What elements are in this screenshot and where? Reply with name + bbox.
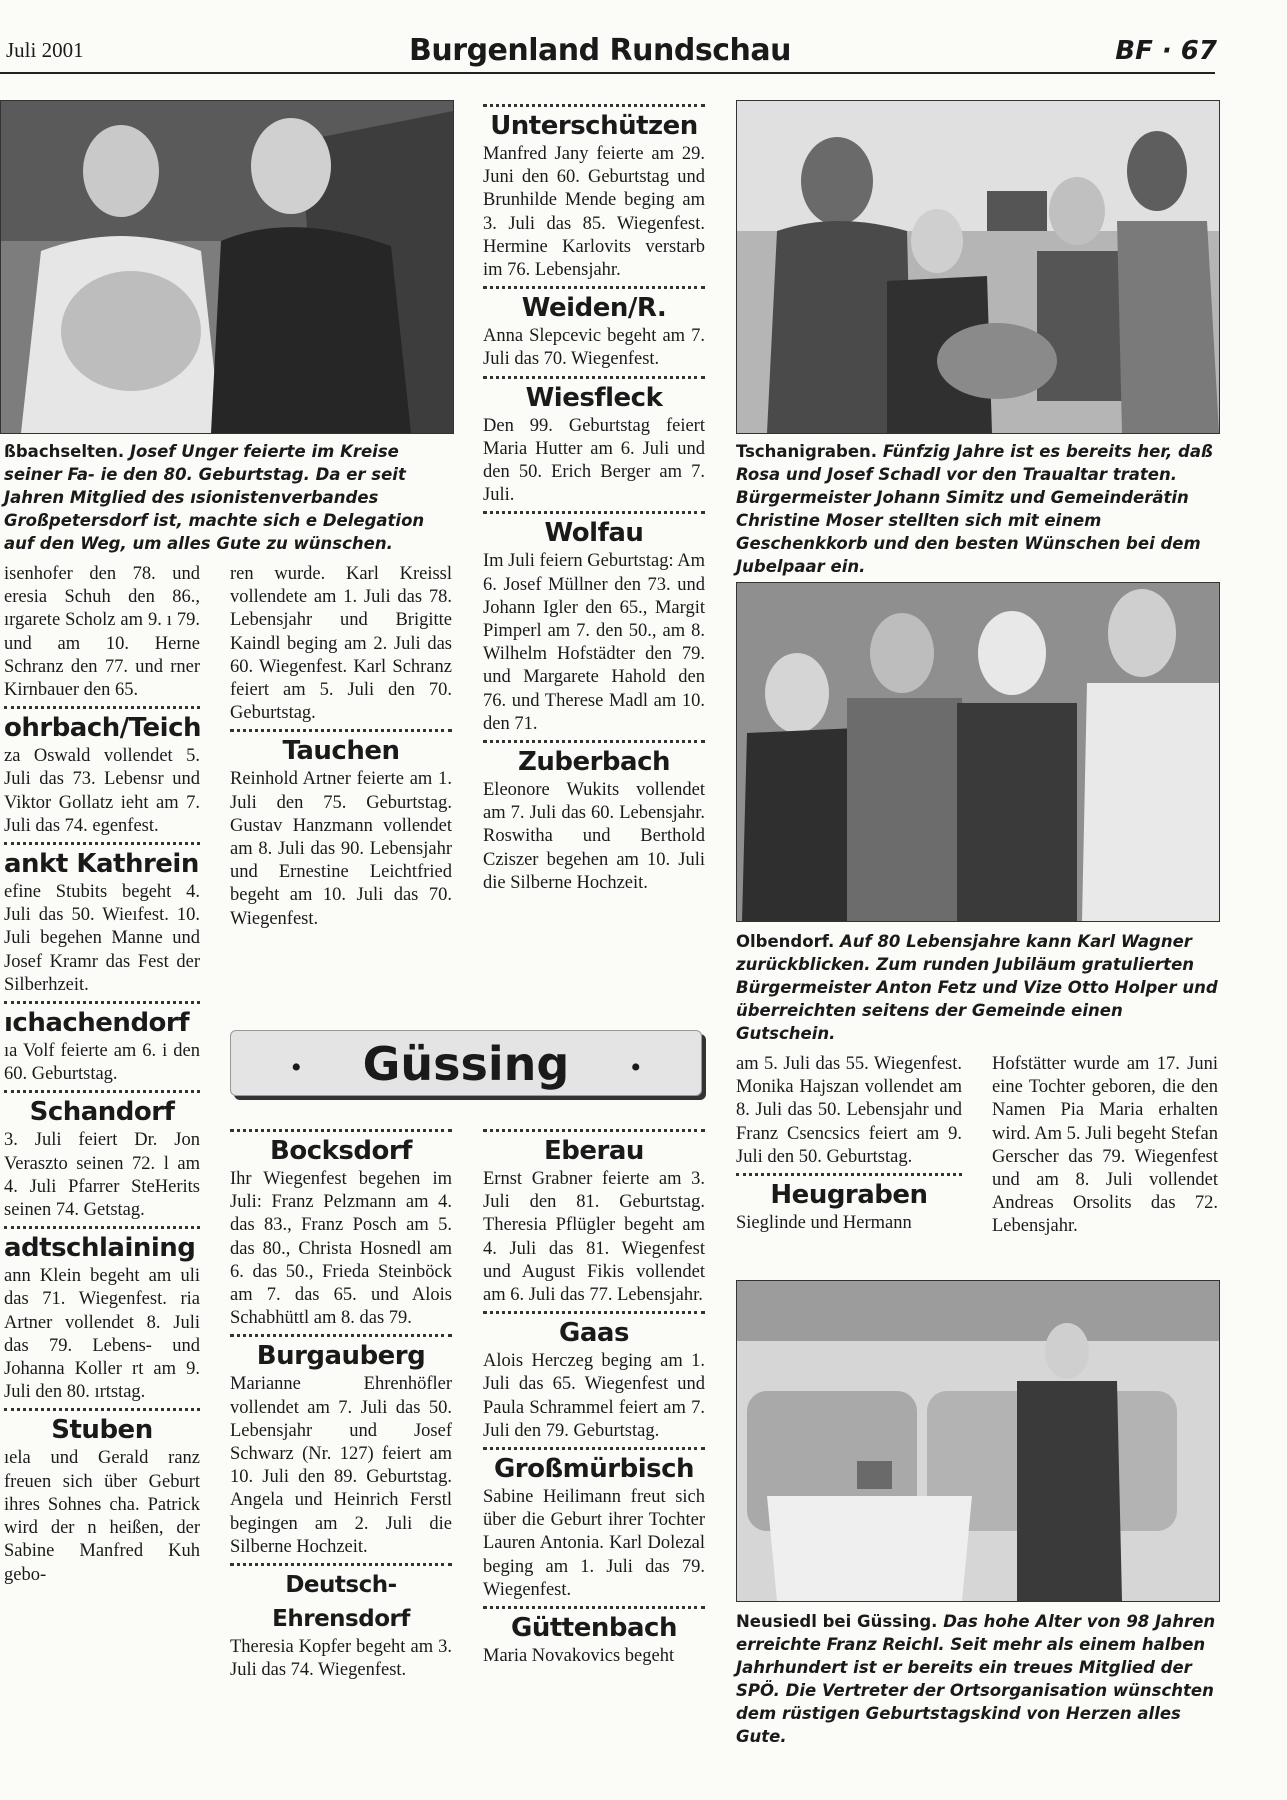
text-block: Sieglinde und Hermann — [736, 1213, 912, 1234]
banner-title: Güssing — [362, 1037, 570, 1091]
page-number: BF · 67 — [1115, 36, 1217, 66]
column-2-lower — [230, 1125, 452, 1682]
caption-neusiedl: Neusiedl bei Güssing. Das hohe Alter von 98 Jahren erreichte Franz Reichl. Seit mehr als einem halben Jahrhundert ist er bereits ein treues Mitglied der SPÖ. Die Vertreter der Ortsorganisation wünschten dem rüstigen Geburtstagskind von Herzen alles Gute. — [736, 1612, 1216, 1746]
text-block: isenhofer den 78. und eresia Schuh den 86., ırgarete Scholz am 9. ı 79. und am 10. Herne Schranz den 77. und rner Kirnbauer den 65. — [4, 564, 200, 701]
text-block: efine Stubits begeht 4. Juli das 50. Wieıfest. 10. Juli begehen Manne und Josef Kramr das Fest der Silberhzeit. — [4, 882, 200, 995]
column-2-upper — [230, 563, 452, 931]
heading-rohrbach-teich: ohrbach/Teich — [4, 713, 202, 744]
photo-neusiedl — [736, 1280, 1220, 1602]
photo-olbendorf — [736, 582, 1220, 922]
heading-gaas: Gaas — [559, 1318, 629, 1349]
column-4 — [736, 1053, 962, 1235]
text-block: 3. Juli feiert Dr. Jon Veraszto seinen 72. l am 4. Juli Pfarrer SteHerits seinen 74. Getstag. — [4, 1130, 200, 1221]
header-rule — [0, 72, 1215, 74]
text-block: Reinhold Artner feierte am 1. Juli den 75. Geburtstag. Gustav Hanzmann vollendet am 8. Juli das 90. Lebensjahr und Ernestine Leichtfried begeht am 10. Juli das 70. Wiegenfest. — [230, 769, 452, 929]
heading-weiden: Weiden/R. — [521, 293, 667, 324]
text-block: Sabine Heilimann freut sich über die Geburt ihrer Tochter Lauren Antonia. Karl Dolezal beging am 1. Juli das 79. Wiegenfest. — [483, 1487, 705, 1600]
column-5 — [992, 1053, 1218, 1239]
bullet-icon: • — [630, 1051, 641, 1084]
heading-stadtschlaining: adtschlaining — [4, 1233, 196, 1264]
bullet-icon: • — [291, 1051, 302, 1084]
text-block: Ihr Wiegenfest begehen im Juli: Franz Pelzmann am 4. das 83., Franz Posch am 5. das 80., Christa Hosnedl am 6. das 50., Frieda Steinböck am 7. das 65. und Alois Schabhüttl am 8. das 79. — [230, 1169, 452, 1329]
text-block: ren wurde. Karl Kreissl vollendete am 1. Juli das 78. Lebensjahr und Brigitte Kaindl beging am 2. Juli das 60. Wiegenfest. Karl Schranz feiert am 5. Juli den 70. Geburtstag. — [230, 564, 452, 724]
text-block: Maria Novakovics begeht — [483, 1646, 675, 1667]
column-3-upper — [483, 100, 705, 895]
text-block: Manfred Jany feierte am 29. Juni den 60. Geburtstag und Brunhilde Mende beging am 3. Juli das 85. Wiegenfest. Hermine Karlovits verstarb im 76. Lebensjahr. — [483, 144, 705, 281]
text-block: ıa Volf feierte am 6. i den 60. Geburtstag. — [4, 1041, 200, 1085]
issue-date: Juli 2001 — [6, 38, 84, 62]
text-block: Den 99. Geburtstag feiert Maria Hutter am 6. Juli und den 50. Erich Berger am 7. Juli. — [483, 415, 705, 506]
column-1 — [4, 563, 200, 1587]
heading-tauchen: Tauchen — [282, 736, 400, 767]
newspaper-title: Burgenland Rundschau — [409, 33, 791, 68]
text-block: Eleonore Wukits vollendet am 7. Juli das 60. Lebensjahr. Roswitha und Berthold Cziszer begehen am 10. Juli die Silberne Hochzeit. — [483, 780, 705, 893]
heading-bocksdorf: Bocksdorf — [270, 1136, 412, 1166]
text-block: Theresia Kopfer begeht am 3. Juli das 74. Wiegenfest. — [230, 1637, 452, 1681]
text-block: Alois Herczeg beging am 1. Juli das 65. Wiegenfest und Paula Schrammel feiert am 7. Juli den 79. Geburtstag. — [483, 1351, 705, 1441]
text-block: Marianne Ehrenhöfler vollendet am 7. Juli das 50. Lebensjahr und Josef Schwarz (Nr. 127) feiert am 10. Juli den 89. Geburtstag. Angela und Heinrich Ferstl begingen am 2. Juli die Silberne Hochzeit. — [230, 1374, 452, 1557]
column-3-lower — [483, 1125, 705, 1668]
caption-grossbachselten: ßbachselten. Josef Unger feierte im Kreise seiner Fa- ie den 80. Geburtstag. Da er seit Jahren Mitglied des ısionistenverbandes Großpetersdorf ist, machte sich e Delegation auf den Weg, um alles Gute zu wünschen. — [4, 442, 425, 553]
text-block: za Oswald vollendet 5. Juli das 73. Lebensr und Viktor Gollatz ieht am 7. Juli das 74. egenfest. — [4, 746, 200, 836]
heading-wolfau: Wolfau — [544, 518, 644, 549]
section-banner-guessing — [230, 1030, 702, 1096]
heading-sankt-kathrein: ankt Kathrein — [4, 849, 199, 880]
heading-heugraben: Heugraben — [770, 1180, 928, 1211]
text-block: Im Juli feiern Geburtstag: Am 6. Josef Müllner den 73. und Johann Igler den 65., Margit Pimperl am 7. den 50., am 8. Wilhelm Hofstädter den 79. und Margarete Hahold den 76. und Therese Madl am 10. den 71. — [483, 551, 705, 734]
heading-eberau: Eberau — [544, 1136, 644, 1166]
text-block: ann Klein begeht am uli das 71. Wiegenfest. ria Artner vollendet 8. Juli das 79. Lebens- und Johanna Koller rt am 9. Juli den 80. ırtstag. — [4, 1266, 200, 1403]
heading-schandorf: Schandorf — [29, 1097, 175, 1128]
heading-stuben: Stuben — [51, 1415, 153, 1446]
text-block: Anna Slepcevic begeht am 7. Juli das 70. Wiegenfest. — [483, 326, 705, 370]
heading-deutsch-ehrensdorf: Deutsch-Ehrensdorf — [272, 1572, 410, 1633]
heading-grossmuerbisch: Großmürbisch — [493, 1454, 695, 1485]
heading-zuberbach: Zuberbach — [517, 747, 670, 778]
caption-tschanigraben: Tschanigraben. Fünfzig Jahre ist es bereits her, daß Rosa und Josef Schadl vor den Traualtar traten. Bürgermeister Johann Simitz und Gemeinderätin Christine Moser stellten sich mit einem Geschenkkorb und den besten Wünschen bei dem Jubelpaar ein. — [736, 442, 1213, 576]
text-block: Hofstätter wurde am 17. Juni eine Tochter geboren, die den Namen Pia Maria erhalten wird. Am 5. Juli begeht Stefan Gerscher das 79. Wiegenfest und am 8. Juli vollendet Andreas Orsolits das 72. Lebensjahr. — [992, 1054, 1218, 1237]
text-block: Ernst Grabner feierte am 3. Juli den 81. Geburtstag. Theresia Pflügler begeht am 4. Juli das 81. Wiegenfest und August Fikis vollendet am 6. Juli das 77. Lebensjahr. — [483, 1169, 705, 1306]
photo-tschanigraben — [736, 100, 1220, 434]
heading-schachendorf: ıchachendorf — [4, 1008, 190, 1039]
caption-olbendorf: Olbendorf. Auf 80 Lebensjahre kann Karl Wagner zurückblicken. Zum runden Jubiläum gratulierten Bürgermeister Anton Fetz und Vize Otto Holper und überreichten seitens der Gemeinde einen Gutschein. — [736, 932, 1218, 1043]
text-block: ıela und Gerald ranz freuen sich über Geburt ihres Sohnes cha. Patrick wird der n heißen, der Sabine Manfred Kuh gebo- — [4, 1448, 200, 1585]
heading-wiesfleck: Wiesfleck — [525, 382, 663, 413]
heading-guettenbach: Güttenbach — [511, 1613, 677, 1644]
heading-burgauberg: Burgauberg — [256, 1341, 426, 1372]
text-block: am 5. Juli das 55. Wiegenfest. Monika Hajszan vollendet am 8. Juli das 50. Lebensjahr und Franz Csencsics feiert am 9. Juli den 50. Geburtstag. — [736, 1054, 962, 1167]
heading-unterschuetzen: Unterschützen — [490, 111, 698, 141]
photo-grossbachselten — [0, 100, 454, 434]
